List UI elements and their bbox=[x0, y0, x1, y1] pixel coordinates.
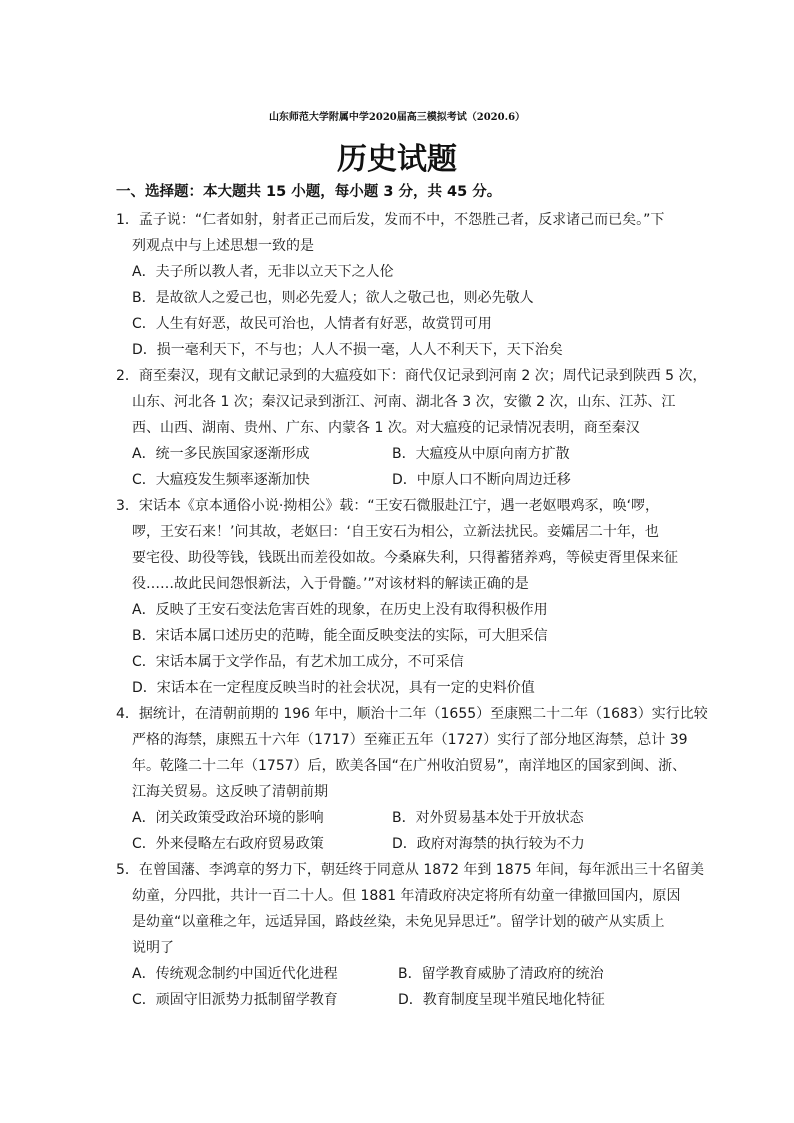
question-5-option-c: C．顽固守旧派势力抵制留学教育 bbox=[132, 992, 338, 1008]
question-1-option-d: D．损一毫利天下，不与也；人人不损一毫，人人不利天下，天下治矣 bbox=[132, 342, 563, 358]
question-5-stem-line-4: 说明了 bbox=[132, 940, 174, 956]
question-2-stem-line-2: 山东、河北各 1 次；秦汉记录到浙江、河南、湖北各 3 次，安徽 2 次，山东、江苏、江 bbox=[132, 394, 676, 410]
question-3-stem-line-1: 3．宋话本《京本通俗小说·拗相公》载：“王安石微服赴江宁，遇一老妪喂鸡豕，唤‘啰， bbox=[116, 498, 660, 514]
question-1-stem-line-1: 1．孟子说：“仁者如射，射者正己而后发，发而不中，不怨胜己者，反求诸己而已矣。”下 bbox=[116, 212, 665, 228]
question-4-stem-line-1: 4．据统计，在清朝前期的 196 年中，顺治十二年（1655）至康熙二十二年（1683）实行比较 bbox=[116, 706, 708, 722]
section-heading: 一、选择题：本大题共 15 小题，每小题 3 分，共 45 分。 bbox=[116, 184, 502, 200]
question-3-stem-line-2: 啰，王安石来！’问其故，老妪曰：‘自王安石为相公，立新法扰民。妾孀居二十年，也 bbox=[132, 524, 659, 540]
question-5-option-d: D．教育制度呈现半殖民地化特征 bbox=[398, 992, 605, 1008]
question-5-stem-line-2: 幼童，分四批，共计一百二十人。但 1881 年清政府决定将所有幼童一律撤回国内，原因 bbox=[132, 888, 681, 904]
question-4-stem-line-4: 江海关贸易。这反映了清朝前期 bbox=[132, 784, 328, 800]
question-3-stem-line-4: 役……故此民间怨恨新法，入于骨髓。’”对该材料的解读正确的是 bbox=[132, 576, 529, 592]
question-1-option-c: C．人生有好恶，故民可治也，人情者有好恶，故赏罚可用 bbox=[132, 316, 492, 332]
question-3-option-c: C．宋话本属于文学作品，有艺术加工成分，不可采信 bbox=[132, 654, 464, 670]
question-4-option-a: A．闭关政策受政治环境的影响 bbox=[132, 810, 324, 826]
question-4-option-c: C．外来侵略左右政府贸易政策 bbox=[132, 836, 324, 852]
question-2-option-d: D．中原人口不断向周边迁移 bbox=[392, 472, 571, 488]
question-5-option-a: A．传统观念制约中国近代化进程 bbox=[132, 966, 338, 982]
question-1-option-b: B．是故欲人之爱己也，则必先爱人；欲人之敬己也，则必先敬人 bbox=[132, 290, 534, 306]
question-5-option-b: B．留学教育威胁了清政府的统治 bbox=[398, 966, 604, 982]
question-3-option-b: B．宋话本属口述历史的范畴，能全面反映变法的实际，可大胆采信 bbox=[132, 628, 548, 644]
question-1-stem-line-2: 列观点中与上述思想一致的是 bbox=[132, 238, 314, 254]
question-4-option-d: D．政府对海禁的执行较为不力 bbox=[392, 836, 585, 852]
question-2-option-a: A．统一多民族国家逐渐形成 bbox=[132, 446, 310, 462]
question-3-option-d: D．宋话本在一定程度反映当时的社会状况，具有一定的史料价值 bbox=[132, 680, 535, 696]
question-4-option-b: B．对外贸易基本处于开放状态 bbox=[392, 810, 584, 826]
question-3-option-a: A．反映了王安石变法危害百姓的现象，在历史上没有取得积极作用 bbox=[132, 602, 548, 618]
question-5-stem-line-3: 是幼童“以童稚之年，远适异国，路歧丝染，未免见异思迁”。留学计划的破产从实质上 bbox=[132, 914, 665, 930]
question-2-option-c: C．大瘟疫发生频率逐渐加快 bbox=[132, 472, 310, 488]
question-1-option-a: A．夫子所以教人者，无非以立天下之人伦 bbox=[132, 264, 394, 280]
question-3-stem-line-3: 要宅役、助役等钱，钱既出而差役如故。今桑麻失利，只得蓄猪养鸡，等候吏胥里保来征 bbox=[132, 550, 678, 566]
question-4-stem-line-3: 年。乾隆二十二年（1757）后，欧美各国“在广州收泊贸易”，南洋地区的国家到闽、浙、 bbox=[132, 758, 687, 774]
question-4-stem-line-2: 严格的海禁，康熙五十六年（1717）至雍正五年（1727）实行了部分地区海禁，总计 39 bbox=[132, 732, 688, 748]
question-5-stem-line-1: 5．在曾国藩、李鸿章的努力下，朝廷终于同意从 1872 年到 1875 年间，每年派出三十名留美 bbox=[116, 862, 704, 878]
question-2-stem-line-3: 西、山西、湖南、贵州、广东、内蒙各 1 次。对大瘟疫的记录情况表明，商至秦汉 bbox=[132, 420, 640, 436]
subject-title: 历史试题 bbox=[337, 142, 457, 177]
question-2-option-b: B．大瘟疫从中原向南方扩散 bbox=[392, 446, 570, 462]
question-2-stem-line-1: 2．商至秦汉，现有文献记录到的大瘟疫如下：商代仅记录到河南 2 次；周代记录到陕西 5 次， bbox=[116, 368, 707, 384]
exam-title: 山东师范大学附属中学2020届高三模拟考试（2020.6） bbox=[268, 112, 526, 123]
